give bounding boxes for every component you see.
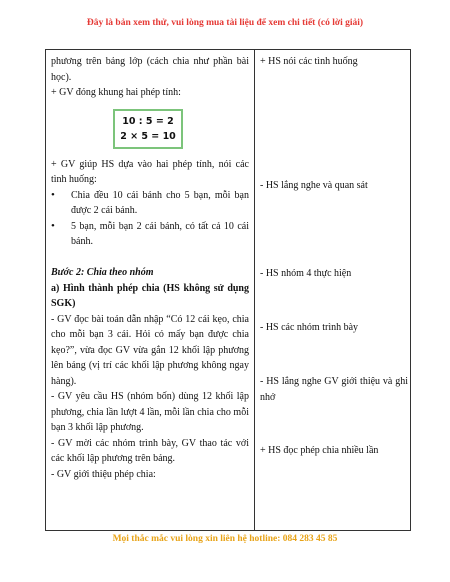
- bullet-text: Chia đều 10 cái bánh cho 5 bạn, mỗi bạn được 2 cái bánh.: [71, 189, 249, 216]
- preview-banner: Đây là bản xem thử, vui lòng mua tài liệu để xem chi tiết (có lời giải): [86, 18, 364, 28]
- sub-heading: a) Hình thành phép chia (HS không sử dụng SGK): [51, 282, 249, 309]
- column-divider: [254, 50, 255, 530]
- bullet-item: [51, 188, 249, 219]
- lesson-table: [45, 49, 411, 531]
- bullet-icon: •: [51, 219, 55, 232]
- text-line: + GV giúp HS dựa vào hai phép tính, nói các tình huống:: [51, 158, 249, 185]
- student-activity: - HS nhóm 4 thực hiện: [260, 268, 352, 279]
- paragraph: - GV giới thiệu phép chia:: [51, 468, 156, 480]
- formula-box: [113, 109, 183, 149]
- division-formula: 10 : 5 = 2: [122, 115, 174, 127]
- student-activity: + HS đọc phép chia nhiều lần: [260, 445, 379, 456]
- student-activity: - HS các nhóm trình bày: [260, 322, 359, 333]
- hotline-banner: Mọi thắc mắc vui lòng xin liên hệ hotline: 084 283 45 85: [112, 534, 338, 544]
- bullet-text: 5 bạn, mỗi bạn 2 cái bánh, có tất cả 10 cái bánh.: [71, 220, 249, 247]
- text-line: phương trên bảng lớp (cách chia như phần bài học).: [51, 56, 249, 83]
- student-activity: - HS lắng nghe và quan sát: [260, 180, 368, 191]
- step-heading: Bước 2: Chia theo nhóm: [51, 267, 154, 278]
- paragraph: - GV đọc bài toán dẫn nhập “Có 12 cái kẹo, chia cho mỗi bạn 3 cái. Hỏi có mấy bạn được chia kẹo?”, vừa đọc GV vừa gắn 12 khối lập phương lên bảng (vị trí các khối lập phương không ngay hàng).: [51, 313, 249, 387]
- multiplication-formula: 2 × 5 = 10: [120, 130, 176, 142]
- paragraph: - GV mời các nhóm trình bày, GV thao tác với các khối lập phương trên bảng.: [51, 437, 249, 464]
- text-line: + GV đóng khung hai phép tính:: [51, 87, 181, 98]
- student-activity: + HS nói các tình huống: [260, 56, 358, 67]
- paragraph: - GV yêu cầu HS (nhóm bốn) dùng 12 khối lập phương, chia lần lượt 4 lần, mỗi lần chia cho mỗi bạn 3 khối lập phương.: [51, 391, 249, 433]
- student-activity: - HS lắng nghe GV giới thiệu và ghi nhớ: [260, 376, 408, 403]
- teacher-activities-column: [51, 54, 249, 482]
- bullet-icon: •: [51, 188, 55, 201]
- bullet-item: [51, 219, 249, 250]
